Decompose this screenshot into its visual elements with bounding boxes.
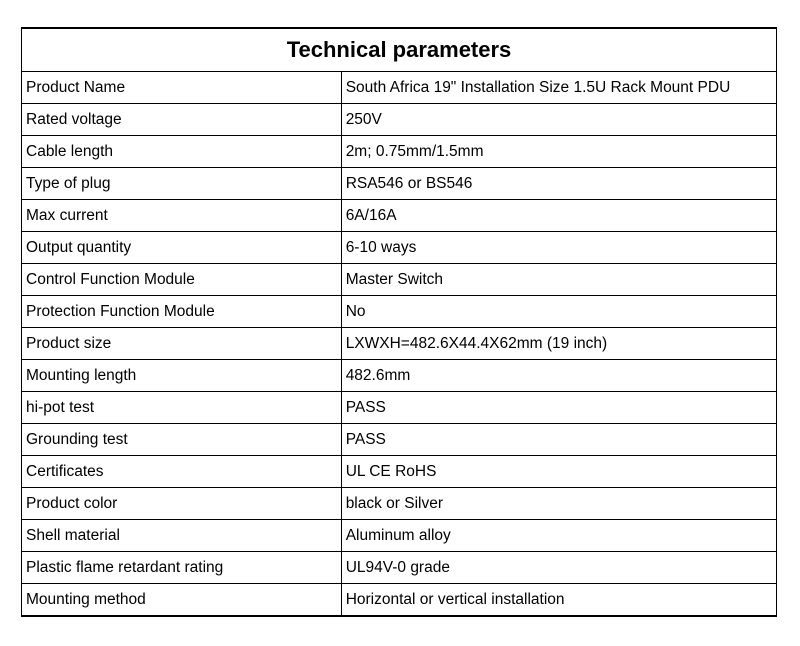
table-row [22, 488, 777, 520]
table-title: Technical parameters [22, 28, 777, 72]
parameter-value-cell: 6-10 ways [341, 232, 776, 264]
table-row [22, 104, 777, 136]
parameter-value-cell: No [341, 296, 776, 328]
parameter-value-cell: UL94V-0 grade [341, 552, 776, 584]
parameter-value-cell: 250V [341, 104, 776, 136]
parameter-name-cell: Max current [22, 200, 342, 232]
parameter-value-cell: Horizontal or vertical installation [341, 584, 776, 617]
parameter-name-cell: Mounting length [22, 360, 342, 392]
table-row [22, 456, 777, 488]
table-row [22, 520, 777, 552]
table-row [22, 424, 777, 456]
parameter-value-cell: 482.6mm [341, 360, 776, 392]
parameter-name-cell: hi-pot test [22, 392, 342, 424]
parameter-value-cell: 2m; 0.75mm/1.5mm [341, 136, 776, 168]
table-row [22, 360, 777, 392]
parameter-name-cell: Cable length [22, 136, 342, 168]
table-body [22, 72, 777, 617]
parameter-value-cell: UL CE RoHS [341, 456, 776, 488]
table-row [22, 392, 777, 424]
table-row [22, 168, 777, 200]
table-title-row [22, 28, 777, 72]
parameter-name-cell: Grounding test [22, 424, 342, 456]
parameter-name-cell: Control Function Module [22, 264, 342, 296]
table-row [22, 264, 777, 296]
table-row [22, 552, 777, 584]
parameter-name-cell: Protection Function Module [22, 296, 342, 328]
parameter-name-cell: Product size [22, 328, 342, 360]
parameter-name-cell: Output quantity [22, 232, 342, 264]
parameter-name-cell: Plastic flame retardant rating [22, 552, 342, 584]
parameter-value-cell: 6A/16A [341, 200, 776, 232]
parameter-name-cell: Type of plug [22, 168, 342, 200]
table-row [22, 328, 777, 360]
parameter-name-cell: Certificates [22, 456, 342, 488]
parameter-name-cell: Rated voltage [22, 104, 342, 136]
parameter-name-cell: Product Name [22, 72, 342, 104]
parameter-value-cell: Master Switch [341, 264, 776, 296]
parameter-value-cell: black or Silver [341, 488, 776, 520]
table-row [22, 232, 777, 264]
parameter-name-cell: Shell material [22, 520, 342, 552]
parameter-name-cell: Product color [22, 488, 342, 520]
parameter-name-cell: Mounting method [22, 584, 342, 617]
parameter-value-cell: RSA546 or BS546 [341, 168, 776, 200]
parameter-value-cell: PASS [341, 392, 776, 424]
parameter-value-cell: LXWXH=482.6X44.4X62mm (19 inch) [341, 328, 776, 360]
technical-parameters-table [21, 27, 777, 617]
parameter-value-cell: Aluminum alloy [341, 520, 776, 552]
table-row [22, 72, 777, 104]
table-row [22, 200, 777, 232]
table-row [22, 296, 777, 328]
table-row [22, 584, 777, 617]
parameter-value-cell: PASS [341, 424, 776, 456]
parameter-value-cell: South Africa 19" Installation Size 1.5U Rack Mount PDU [341, 72, 776, 104]
table-row [22, 136, 777, 168]
